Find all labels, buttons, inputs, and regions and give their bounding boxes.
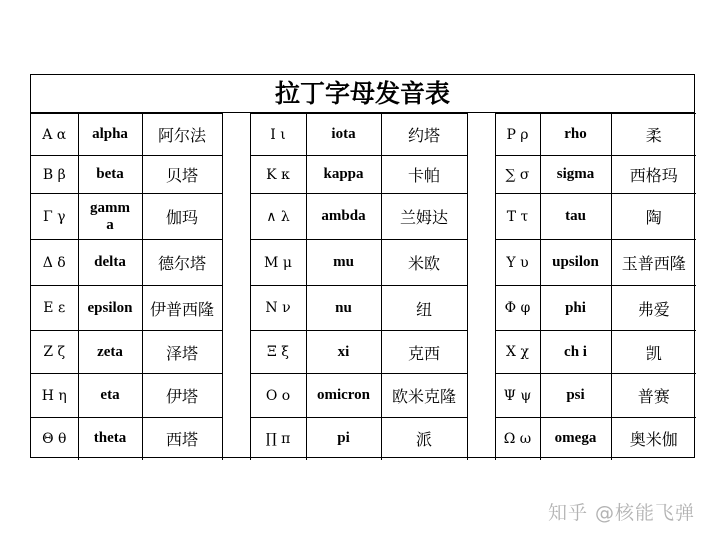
chinese-pronunciation: 弗爱	[611, 286, 696, 331]
letter-symbol: Φ φ	[495, 286, 540, 331]
chinese-pronunciation: 阿尔法	[142, 114, 222, 156]
chinese-pronunciation: 伽玛	[142, 194, 222, 240]
chinese-pronunciation: 普赛	[611, 374, 696, 418]
letter-symbol: Ο ο	[250, 374, 306, 418]
letter-name: epsilon	[78, 286, 142, 331]
table-row	[31, 194, 696, 240]
chinese-pronunciation: 卡帕	[381, 156, 467, 194]
chinese-pronunciation: 伊塔	[142, 374, 222, 418]
letter-name: theta	[78, 418, 142, 460]
letter-name: gamm a	[78, 194, 142, 240]
chinese-pronunciation: 兰姆达	[381, 194, 467, 240]
table-row	[31, 240, 696, 286]
column-gap	[222, 114, 250, 156]
column-gap	[467, 240, 495, 286]
chinese-pronunciation: 西塔	[142, 418, 222, 460]
column-gap	[222, 418, 250, 460]
chinese-pronunciation: 陶	[611, 194, 696, 240]
letter-name: omega	[540, 418, 611, 460]
chinese-pronunciation: 克西	[381, 331, 467, 374]
column-gap	[467, 374, 495, 418]
letter-symbol: Χ χ	[495, 331, 540, 374]
letter-name: ch i	[540, 331, 611, 374]
letter-name: omicron	[306, 374, 381, 418]
letter-symbol: ∧ λ	[250, 194, 306, 240]
watermark-text: 知乎 @核能飞弹	[548, 502, 696, 524]
letter-symbol: Ξ ξ	[250, 331, 306, 374]
chinese-pronunciation: 凯	[611, 331, 696, 374]
table-row	[31, 286, 696, 331]
letter-symbol: Ε ε	[31, 286, 78, 331]
chinese-pronunciation: 贝塔	[142, 156, 222, 194]
chinese-pronunciation: 欧米克隆	[381, 374, 467, 418]
letter-name: ambda	[306, 194, 381, 240]
letter-name: phi	[540, 286, 611, 331]
letter-name: tau	[540, 194, 611, 240]
letter-symbol: Τ τ	[495, 194, 540, 240]
letter-name: psi	[540, 374, 611, 418]
letter-symbol: ∏ π	[250, 418, 306, 460]
letter-name: alpha	[78, 114, 142, 156]
alphabet-grid	[31, 113, 696, 460]
table-row	[31, 114, 696, 156]
chinese-pronunciation: 德尔塔	[142, 240, 222, 286]
letter-name: delta	[78, 240, 142, 286]
letter-name: kappa	[306, 156, 381, 194]
letter-name: eta	[78, 374, 142, 418]
chinese-pronunciation: 柔	[611, 114, 696, 156]
chinese-pronunciation: 西格玛	[611, 156, 696, 194]
chinese-pronunciation: 奥米伽	[611, 418, 696, 460]
column-gap	[222, 194, 250, 240]
letter-name: iota	[306, 114, 381, 156]
letter-symbol: Β β	[31, 156, 78, 194]
letter-name: sigma	[540, 156, 611, 194]
letter-name: mu	[306, 240, 381, 286]
letter-symbol: Μ μ	[250, 240, 306, 286]
table-title: 拉丁字母发音表	[31, 75, 694, 113]
table-row	[31, 374, 696, 418]
column-gap	[222, 374, 250, 418]
letter-name: zeta	[78, 331, 142, 374]
chinese-pronunciation: 米欧	[381, 240, 467, 286]
letter-symbol: Ρ ρ	[495, 114, 540, 156]
chinese-pronunciation: 伊普西隆	[142, 286, 222, 331]
letter-name: nu	[306, 286, 381, 331]
alphabet-table-card	[30, 74, 695, 458]
column-gap	[467, 331, 495, 374]
column-gap	[222, 240, 250, 286]
column-gap	[467, 156, 495, 194]
chinese-pronunciation: 纽	[381, 286, 467, 331]
column-gap	[467, 194, 495, 240]
letter-symbol: Υ υ	[495, 240, 540, 286]
table-row	[31, 418, 696, 460]
letter-symbol: Ι ι	[250, 114, 306, 156]
letter-symbol: ∑ σ	[495, 156, 540, 194]
letter-name: upsilon	[540, 240, 611, 286]
column-gap	[222, 286, 250, 331]
letter-name: pi	[306, 418, 381, 460]
chinese-pronunciation: 派	[381, 418, 467, 460]
column-gap	[222, 331, 250, 374]
letter-symbol: Θ θ	[31, 418, 78, 460]
letter-symbol: Ω ω	[495, 418, 540, 460]
table-row	[31, 331, 696, 374]
letter-name: xi	[306, 331, 381, 374]
column-gap	[222, 156, 250, 194]
letter-symbol: Ζ ζ	[31, 331, 78, 374]
column-gap	[467, 114, 495, 156]
chinese-pronunciation: 约塔	[381, 114, 467, 156]
column-gap	[467, 286, 495, 331]
letter-symbol: Κ κ	[250, 156, 306, 194]
chinese-pronunciation: 玉普西隆	[611, 240, 696, 286]
letter-symbol: Α α	[31, 114, 78, 156]
letter-symbol: Η η	[31, 374, 78, 418]
letter-symbol: Γ γ	[31, 194, 78, 240]
chinese-pronunciation: 泽塔	[142, 331, 222, 374]
letter-symbol: Δ δ	[31, 240, 78, 286]
column-gap	[467, 418, 495, 460]
letter-symbol: Ν ν	[250, 286, 306, 331]
letter-symbol: Ψ ψ	[495, 374, 540, 418]
letter-name: rho	[540, 114, 611, 156]
table-row	[31, 156, 696, 194]
letter-name: beta	[78, 156, 142, 194]
